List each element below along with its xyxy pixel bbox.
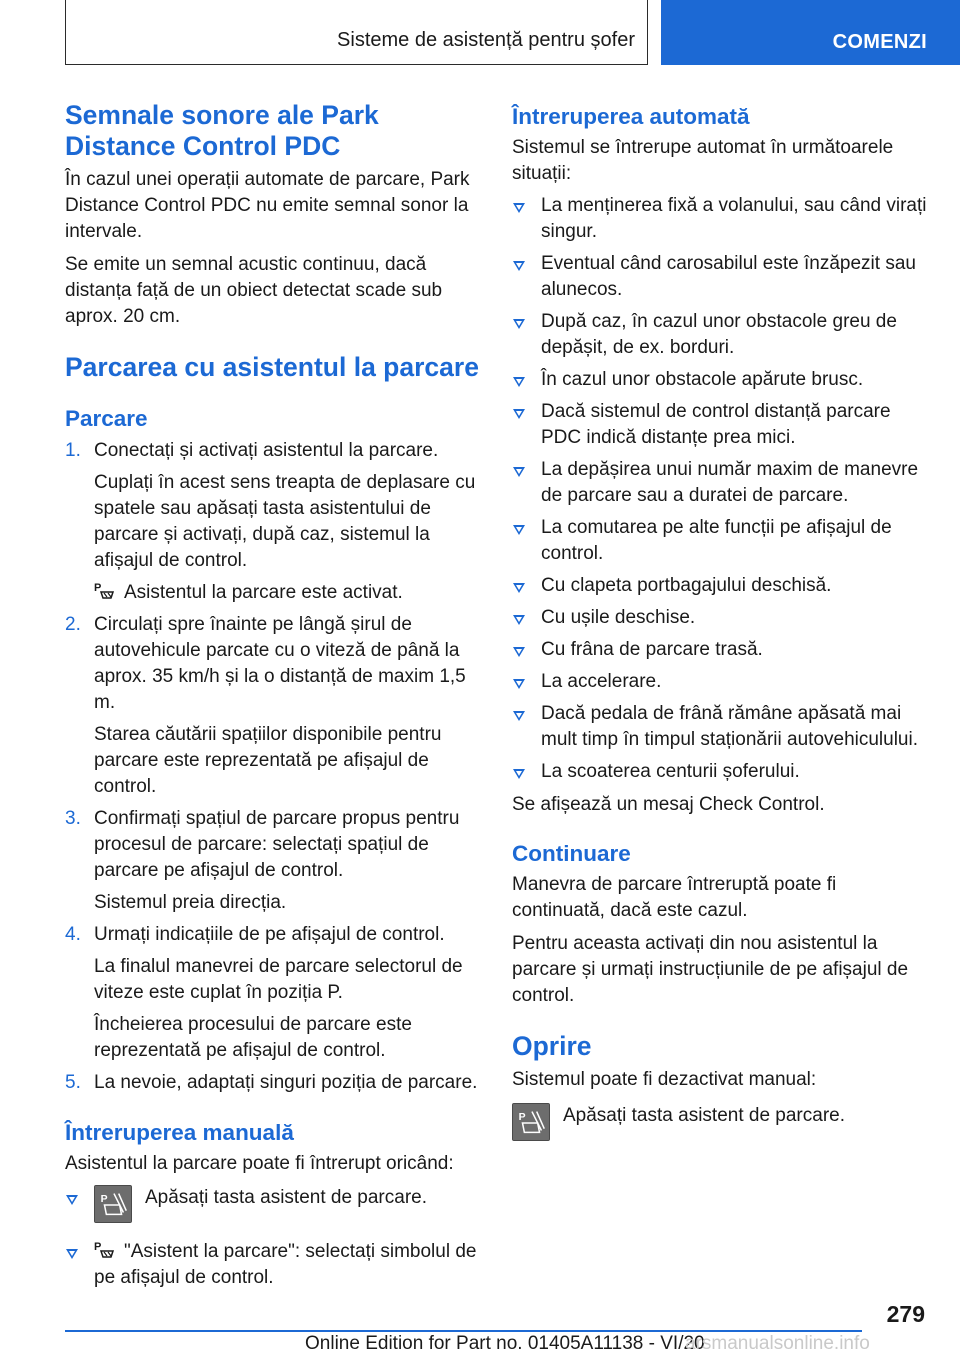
bullet-text: Eventual când carosabilul este înzăpezit sau alunecos. (541, 253, 916, 300)
step-note: La finalul manevrei de parcare selectorul de viteze este cuplat în poziția P. (94, 956, 463, 1003)
step-item (65, 922, 480, 948)
footer-watermark: arsmanualsonline.info (685, 1333, 870, 1354)
parking-assistant-icon (94, 581, 116, 601)
heading-stop: Oprire (512, 1031, 592, 1061)
triangle-bullet-icon (66, 1249, 78, 1259)
step-item (65, 1070, 480, 1096)
bullet-text: Cu ușile deschise. (541, 607, 696, 628)
triangle-bullet-icon (513, 319, 525, 329)
bullet-text: Cu frâna de parcare trasă. (541, 639, 763, 660)
paragraph: Asistentul la parcare poate fi întrerupt oricând: (65, 1153, 454, 1174)
svg-text:P: P (94, 582, 102, 594)
paragraph: Sistemul se întrerupe automat în următoarele situații: (512, 137, 894, 184)
button-icon-wrap (94, 1185, 132, 1223)
parking-assistant-button-icon (94, 1185, 132, 1223)
step-number: 1. (65, 440, 81, 461)
svg-text:P: P (100, 1194, 108, 1206)
bullet-item (512, 251, 930, 303)
left-column (65, 100, 480, 1291)
triangle-bullet-icon (513, 377, 525, 387)
step-note: Încheierea procesului de parcare este reprezentată pe afișajul de control. (94, 1014, 412, 1061)
step-note: Starea căutării spațiilor disponibile pentru parcare este reprezentată pe afișajul de control. (94, 724, 442, 797)
paragraph: Sistemul poate fi dezactivat manual: (512, 1069, 817, 1090)
paragraph: Manevra de parcare întreruptă poate fi continuată, dacă este cazul. (512, 874, 837, 921)
bullet-item (512, 759, 930, 785)
heading-manual-interrupt: Întreruperea manuală (65, 1120, 294, 1145)
step-text: Confirmați spațiul de parcare propus pentru procesul de parcare: selectați spațiul de parcare pe afișajul de control. (94, 808, 460, 881)
heading-parcare: Parcare (65, 406, 148, 431)
triangle-bullet-icon (513, 525, 525, 535)
heading-continue: Continuare (512, 841, 631, 866)
triangle-bullet-icon (513, 467, 525, 477)
bullet-item (65, 1239, 480, 1291)
page-number: 279 (886, 1301, 925, 1327)
bullet-item (512, 605, 930, 631)
bullet-item (512, 637, 930, 663)
bullet-item (512, 457, 930, 509)
svg-text:P: P (94, 1241, 102, 1253)
step-text: Urmați indicațiile de pe afișajul de control. (94, 924, 445, 945)
step-number: 2. (65, 614, 81, 635)
bullet-text: Apăsați tasta asistent de parcare. (145, 1187, 427, 1208)
button-row (94, 1185, 480, 1229)
bullet-text: Dacă sistemul de control distanță parcare PDC indică distanțe prea mici. (541, 401, 891, 448)
header-chapter-title: COMENZI (832, 31, 927, 53)
step-note: Cuplați în acest sens treapta de deplasare cu spatele sau apăsați tasta asistentului de parcare și activați, după caz, sistemul la afișajul de control. (94, 472, 476, 571)
paragraph: Se emite un semnal acustic continuu, dacă distanța față de un obiect detectat scade sub aprox. 20 cm. (65, 254, 443, 327)
step-text: La nevoie, adaptați singuri poziția de parcare. (94, 1072, 478, 1093)
bullet-item (512, 309, 930, 361)
triangle-bullet-icon (513, 261, 525, 271)
bullet-text: La scoaterea centurii șoferului. (541, 761, 800, 782)
bullet-text: Cu clapeta portbagajului deschisă. (541, 575, 832, 596)
steps-list (65, 438, 480, 1096)
paragraph: Pentru aceasta activați din nou asistentul la parcare și urmați instrucțiunile de pe afișajul de control. (512, 933, 909, 1006)
step-note-with-icon (65, 580, 480, 606)
auto-bullets-list (512, 193, 930, 785)
triangle-bullet-icon (513, 711, 525, 721)
step-number: 5. (65, 1072, 81, 1093)
triangle-bullet-icon (513, 769, 525, 779)
step-item (65, 806, 480, 884)
paragraph: În cazul unei operații automate de parcare, Park Distance Control PDC nu emite semnal sonor la intervale. (65, 169, 470, 242)
bullet-text: La menținerea fixă a volanului, sau când virați singur. (541, 195, 927, 242)
step-text: Circulați spre înainte pe lângă șirul de autovehicule parcate cu o viteză de până la aprox. 35 km/h și la o distanță de maxim 1,5 m. (94, 614, 466, 713)
button-row (512, 1103, 930, 1147)
bullet-text: La depășirea unui număr maxim de manevre de parcare sau a duratei de parcare. (541, 459, 919, 506)
heading-auto-interrupt: Întreruperea automată (512, 104, 750, 129)
bullet-item (512, 399, 930, 451)
bullet-item (512, 367, 930, 393)
heading-pdc-signals: Semnale sonore ale Park Distance Control PDC (65, 100, 379, 161)
bullet-item (512, 515, 930, 567)
triangle-bullet-icon (513, 203, 525, 213)
button-icon-wrap (512, 1103, 550, 1141)
triangle-bullet-icon (513, 409, 525, 419)
bullet-text: Dacă pedala de frână rămâne apăsată mai mult timp în timpul staționării autovehiculului. (541, 703, 919, 750)
step-number: 4. (65, 924, 81, 945)
paragraph: Se afișează un mesaj Check Control. (512, 794, 825, 815)
header-chapter-box (661, 0, 960, 65)
triangle-bullet-icon (513, 615, 525, 625)
step-item (65, 438, 480, 464)
footer-edition: Online Edition for Part no. 01405A11138 - VI/20 (305, 1333, 705, 1354)
step-text: Conectați și activați asistentul la parcare. (94, 440, 439, 461)
step-note: Sistemul preia direcția. (94, 892, 287, 913)
footer-divider (65, 1330, 862, 1332)
right-column (512, 100, 930, 1147)
heading-parking-assistant: Parcarea cu asistentul la parcare (65, 352, 479, 382)
svg-text:P: P (518, 1112, 526, 1124)
parking-assistant-icon (94, 1240, 116, 1260)
bullet-text: După caz, în cazul unor obstacole greu de depășit, de ex. borduri. (541, 311, 897, 358)
step-number: 3. (65, 808, 81, 829)
parking-assistant-button-icon (512, 1103, 550, 1141)
bullet-item (512, 669, 930, 695)
bullet-text: În cazul unor obstacole apărute brusc. (541, 369, 864, 390)
bullet-item (512, 701, 930, 753)
step-note-text: Asistentul la parcare este activat. (124, 582, 403, 603)
header-section-box (65, 0, 648, 65)
bullet-item (65, 1185, 480, 1229)
triangle-bullet-icon (513, 647, 525, 657)
bullet-item (512, 573, 930, 599)
button-instruction: Apăsați tasta asistent de parcare. (563, 1105, 845, 1126)
header-section-title: Sisteme de asistență pentru șofer (337, 29, 635, 51)
bullet-text: "Asistent la parcare": selectați simbolul de pe afișajul de control. (94, 1241, 477, 1288)
triangle-bullet-icon (513, 583, 525, 593)
bullet-text: La comutarea pe alte funcții pe afișajul de control. (541, 517, 892, 564)
bullet-item (512, 193, 930, 245)
step-item (65, 612, 480, 716)
bullet-text: La accelerare. (541, 671, 662, 692)
triangle-bullet-icon (513, 679, 525, 689)
triangle-bullet-icon (66, 1195, 78, 1205)
